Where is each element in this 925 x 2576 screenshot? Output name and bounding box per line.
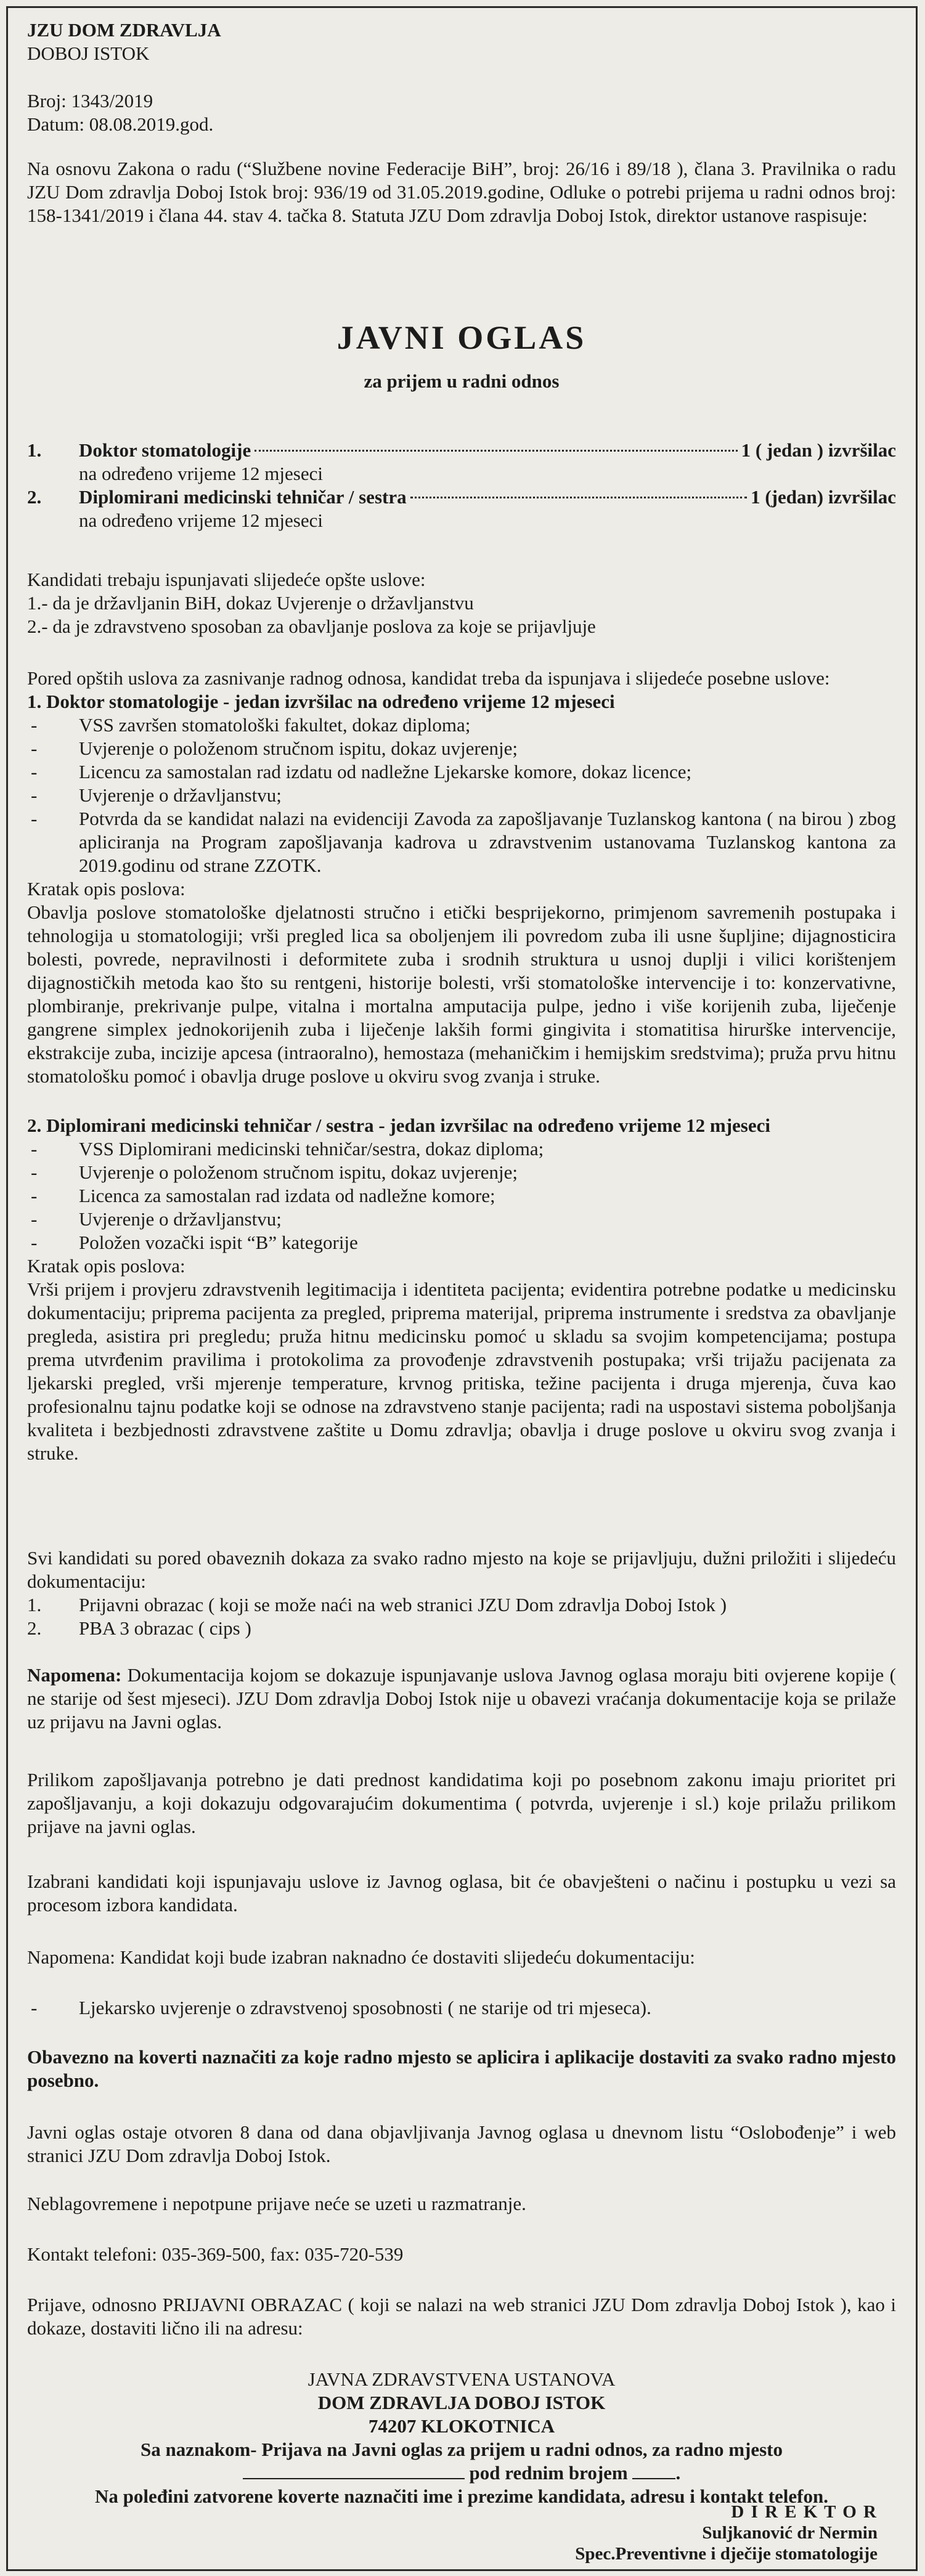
contacts: Kontakt telefoni: 035-369-500, fax: 035-720-539: [27, 2243, 404, 2265]
envelope-note: Obavezno na koverti naznačiti za koje radno mjesto se aplicira i aplikacije dostaviti za svako radno mjesto posebno.: [27, 2046, 896, 2091]
signature-name: Suljkanović dr Nermin: [702, 2523, 878, 2543]
position-number: 1.: [27, 439, 42, 461]
position-item: [27, 486, 896, 532]
list-item: - Potvrda da se kandidat nalazi na evidenciji Zavoda za zapošljavanje Tuzlanskog kantona ( na birou ) zbog apliciranja na Program zapošljavanja kadrova u zdravstvenim ustanovama Tuzlanskog kantona za 2019.godinu od strane ZZOTK.: [27, 807, 896, 877]
preamble: Na osnovu Zakona o radu (“Službene novine Federacije BiH”, broj: 26/16 i 89/18 ), člana 3. Pravilnika o radu JZU Dom zdravlja Doboj Istok broj: 936/19 od 31.05.2019.godine, Odluke o potrebi prijema u radni odnos broj: 158-1341/2019 i člana 44. stav 4. tačka 8. Statuta JZU Dom zdravlja Doboj Istok, direktor ustanove raspisuje:: [27, 158, 896, 226]
open-period: Javni oglas ostaje otvoren 8 dana od dana objavljivanja Javnog oglasa u dnevnom listu “Oslobođenje” i web stranici JZU Dom zdravlja Doboj Istok.: [27, 2121, 896, 2166]
general-item: 2.- da je zdravstveno sposoban za obavljanje poslova za koje se prijavljuje: [27, 616, 596, 637]
list-item: - Uvjerenje o državljanstvu;: [27, 784, 896, 807]
org-city: DOBOJ ISTOK: [27, 43, 150, 64]
item-number: 2.: [27, 1617, 42, 1639]
address-line: Sa naznakom- Prijava na Javni oglas za prijem u radni odnos, za radno mjesto: [141, 2439, 783, 2460]
item-number: 1.: [27, 1594, 42, 1615]
address-line: JAVNA ZDRAVSTVENA USTANOVA: [308, 2368, 616, 2390]
org-name: JZU DOM ZDRAVLJA: [27, 19, 221, 41]
section-1-desc-label: Kratak opis poslova:: [27, 878, 185, 900]
section-2-description: Vrši prijem i provjeru zdravstvenih legitimacija i identiteta pacijenta; evidentira potrebne podatke u medicinsku dokumentaciju; priprema pacijenta za pregled, priprema materijal, priprema instrumente i sredstva za obavljanje pregleda, asistira pri pregledu; pruža hitnu medicinsku pomoć u skladu sa svojim kompetencijama; postupa prema utvrđenim pravilima i protokolima za provođenje zdravstvenih postupaka; vrši trijažu pacijenata za ljekarski pregled, vrši mjerenje temperature, krvnog pritiska, težine pacijenta i druga mjerenja, čuva kao profesionalnu tajnu podatke koji se odnose na zdravstveno stanje pacijenta; radi na uspostavi sistema poboljšanja kvaliteta i bezbjednosti zdravstvene zaštite u Domu zdravlja; obavlja i druge poslove u okviru svog zvanja i struke.: [27, 1278, 896, 1464]
address-line: 74207 KLOKOTNICA: [368, 2415, 555, 2437]
list-item: - Uvjerenje o položenom stručnom ispitu, dokaz uvjerenje;: [27, 737, 896, 760]
note-label: Napomena:: [27, 1664, 122, 1686]
section-2-desc-label: Kratak opis poslova:: [27, 1255, 185, 1277]
position-count: 1 (jedan) izvršilac: [751, 486, 896, 508]
list-item: - Ljekarsko uvjerenje o zdravstvenoj sposobnosti ( ne starije od tri mjeseca).: [27, 1996, 896, 2020]
documentation: [27, 1546, 896, 1640]
reference-date: Datum: 08.08.2019.god.: [27, 113, 214, 135]
signature-title: Spec.Preventivne i dječije stomatologije: [575, 2544, 878, 2564]
item-text: PBA 3 obrazac ( cips ): [79, 1617, 251, 1639]
blank-field: [243, 2478, 465, 2479]
note-2: Napomena: Kandidat koji bude izabran naknadno će dostaviti slijedeću dokumentaciju:: [27, 1946, 695, 1968]
general-intro: Kandidati trebaju ispunjavati slijedeće opšte uslove:: [27, 569, 426, 590]
address-line: pod rednim brojem .: [27, 2461, 896, 2485]
general-item: 1.- da je državljanin BiH, dokaz Uvjerenje o državljanstvu: [27, 592, 474, 614]
reference: [27, 89, 896, 136]
signature-block: [27, 2501, 896, 2564]
section-1-requirements: [27, 713, 896, 877]
address-block: [27, 2368, 896, 2508]
position-count: 1 ( jedan ) izvršilac: [741, 439, 896, 461]
list-item: - VSS Diplomirani medicinski tehničar/sestra, dokaz diploma;: [27, 1137, 896, 1161]
reference-number: Broj: 1343/2019: [27, 90, 153, 112]
header: [27, 18, 896, 65]
note-1: [27, 1664, 896, 1734]
list-item: - Uvjerenje o položenom stručnom ispitu, dokaz uvjerenje;: [27, 1161, 896, 1184]
address-line-text: pod rednim brojem: [469, 2462, 628, 2484]
list-item: - Položen vozački ispit “B” kategorije: [27, 1231, 896, 1254]
section-2-requirements: [27, 1137, 896, 1254]
list-item: - Uvjerenje o državljanstvu;: [27, 1208, 896, 1231]
note-text: Dokumentacija kojom se dokazuje ispunjavanje uslova Javnog oglasa moraju biti ovjerene kopije ( ne starije od šest mjeseci). JZU Dom zdravlja Doboj Istok nije u obavezi vraćanja dokumentacije koja se prilaže uz prijavu na Javni oglas.: [27, 1664, 896, 1733]
list-item: - Licencu za samostalan rad izdatu od nadležne Ljekarske komore, dokaz licence;: [27, 760, 896, 784]
position-number: 2.: [27, 486, 42, 508]
general-conditions: [27, 568, 896, 638]
dotted-leader: [255, 450, 737, 452]
section-1-description: Obavlja poslove stomatološke djelatnosti stručno i etički besprijekorno, primjenom savremenih postupaka i tehnologija u stomatologiji; vrši pregled lica sa oboljenjem ili povredom zuba ili usne šupljine; dijagnosticira bolesti, povrede, nepravilnosti i deformitete zuba i srodnih struktura u usnoj duplji i vilici korištenjem dijagnostičkih metoda kao što su rentgeni, historije bolesti, vrši stomatološke intervencije i to: konzervativne, plombiranje, prekrivanje pulpe, vitalna i mortalna amputacija pulpe, jedno i više korijenih zuba, liječenje gangrene simplex jednokorijenih zuba i liječenje lakših formi gingivita i stomatitisa hirurške intervencije, ekstrakcije zuba, incizije apcesa (intraoralno), hemostaza (mehaničkim i hemijskim sredstvima); pruža prvu hitnu stomatološku pomoć i obavlja druge poslove u okviru svog zvanja i struke.: [27, 901, 896, 1087]
signature-role: D I R E K T O R: [731, 2502, 878, 2522]
blank-field: [632, 2478, 675, 2479]
list-item: [27, 1593, 896, 1617]
list-item: - Licenca za samostalan rad izdata od nadležne komore;: [27, 1184, 896, 1208]
position-item: [27, 439, 896, 486]
page-subtitle: za prijem u radni odnos: [364, 370, 560, 392]
position-term: na određeno vrijeme 12 mjeseci: [79, 463, 323, 484]
special-intro: Pored opštih uslova za zasnivanje radnog odnosa, kandidat treba da ispunjava i slijedeće posebne uslove:: [27, 667, 830, 689]
positions-list: [27, 439, 896, 532]
position-name: Doktor stomatologije: [79, 439, 251, 461]
address-line: DOM ZDRAVLJA DOBOJ ISTOK: [317, 2392, 606, 2413]
position-name: Diplomirani medicinski tehničar / sestra: [79, 486, 407, 508]
list-item: [27, 1617, 896, 1640]
section-1: [27, 667, 896, 1088]
item-text: Prijavni obrazac ( koji se može naći na web stranici JZU Dom zdravlja Doboj Istok ): [79, 1594, 727, 1615]
section-1-heading: 1. Doktor stomatologije - jedan izvršilac na određeno vrijeme 12 mjeseci: [27, 691, 615, 712]
documentation-intro: Svi kandidati su pored obaveznih dokaza za svako radno mjesto na koje se prijavljuju, dužni priložiti i slijedeću dokumentaciju:: [27, 1547, 896, 1592]
note-2-list: [27, 1996, 896, 2020]
deliver-paragraph: Prijave, odnosno PRIJAVNI OBRAZAC ( koji se nalazi na web stranici JZU Dom zdravlja Doboj Istok ), kao i dokaze, dostaviti lično ili na adresu:: [27, 2294, 896, 2339]
page-title: JAVNI OGLAS: [336, 319, 587, 356]
address-line: Na poleđini zatvorene koverte naznačiti ime i prezime kandidata, adresu i kontakt telefon.: [94, 2485, 828, 2507]
position-term: na određeno vrijeme 12 mjeseci: [79, 510, 323, 531]
section-2-heading: 2. Diplomirani medicinski tehničar / sestra - jedan izvršilac na određeno vrijeme 12 mjeseci: [27, 1115, 770, 1136]
list-item: - VSS završen stomatološki fakultet, dokaz diploma;: [27, 713, 896, 737]
selected-paragraph: Izabrani kandidati koji ispunjavaju uslove iz Javnog oglasa, bit će obavješteni o načinu i postupku u vezi sa procesom izbora kandidata.: [27, 1871, 896, 1916]
section-2: [27, 1114, 896, 1465]
priority-paragraph: Prilikom zapošljavanja potrebno je dati prednost kandidatima koji po posebnom zakonu imaju prioritet pri zapošljavanju, a koji dokazuju odgovarajućim dokumentima ( potvrda, uvjerenje i sl.) koje prilažu prilikom prijave na javni oglas.: [27, 1769, 896, 1837]
incomplete-note: Neblagovremene i nepotpune prijave neće se uzeti u razmatranje.: [27, 2193, 526, 2214]
dotted-leader: [410, 497, 748, 498]
